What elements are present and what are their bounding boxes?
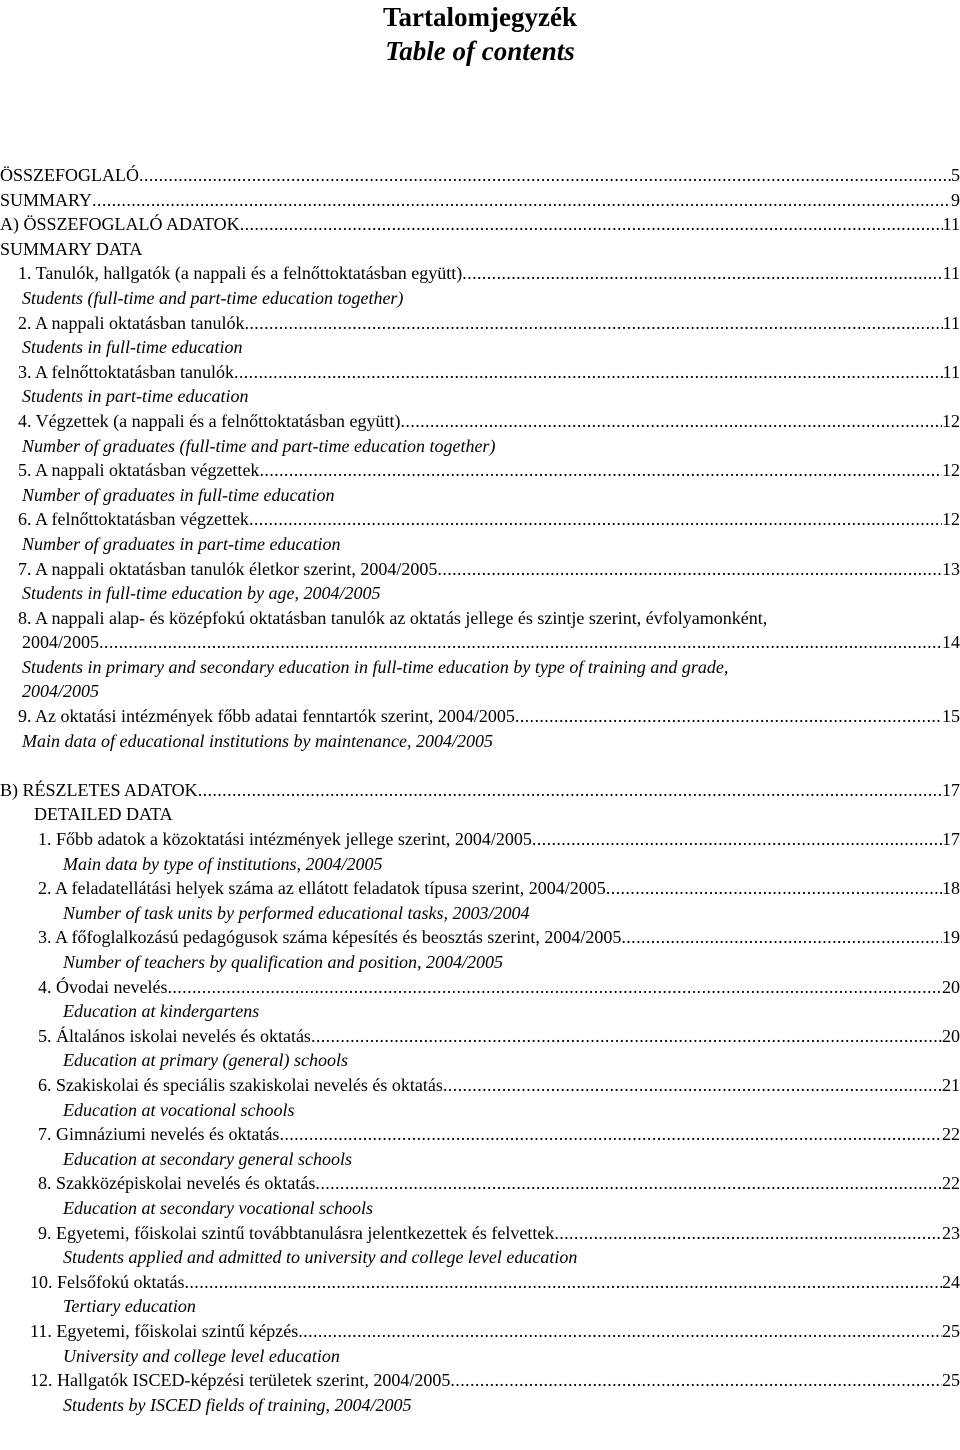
toc-translation-line [0, 1196, 960, 1221]
toc-page-number: 15 [942, 706, 960, 727]
toc-entry-title: 7. Gimnáziumi nevelés és oktatás [38, 1124, 280, 1145]
toc-english-title: Education at kindergartens [63, 1001, 260, 1022]
toc-page-number: 11 [942, 214, 960, 235]
toc-translation-line [0, 852, 960, 877]
title-block [0, 0, 960, 68]
toc-text-line [0, 802, 960, 827]
toc-translation-line [0, 999, 960, 1024]
toc-text-line [0, 606, 960, 631]
toc-english-title: Number of graduates (full-time and part-time education together) [22, 435, 496, 456]
toc-entry[interactable] [0, 1319, 960, 1344]
dot-leader [185, 1270, 943, 1295]
toc-entry-title: 3. A főfoglalkozású pedagógusok száma képesítés és beosztás szerint, 2004/2005 [38, 927, 622, 948]
toc-page-number: 18 [942, 878, 960, 899]
toc-entry-title: 2. A feladatellátási helyek száma az ellátott feladatok típusa szerint, 2004/2005 [38, 878, 606, 899]
dot-leader [234, 360, 943, 385]
dot-leader [298, 1319, 942, 1344]
toc-entry[interactable] [0, 1368, 960, 1393]
toc-translation-line [0, 950, 960, 975]
dot-leader [279, 1122, 942, 1147]
toc-page-number: 12 [942, 460, 960, 481]
toc-entry[interactable] [0, 409, 960, 434]
dot-leader [462, 261, 942, 286]
dot-leader [621, 925, 942, 950]
toc-page-number: 25 [942, 1370, 960, 1391]
toc-page-number: 11 [942, 312, 960, 333]
dot-leader [515, 704, 942, 729]
toc-entry[interactable] [0, 163, 960, 188]
toc-entry[interactable] [0, 630, 960, 655]
dot-leader [437, 557, 942, 582]
toc-page-number: 23 [942, 1222, 960, 1243]
toc-entry-title: A) ÖSSZEFOGLALÓ ADATOK [0, 214, 240, 235]
toc-entry-title: 4. Óvodai nevelés [38, 976, 168, 997]
toc-translation-line [0, 729, 960, 754]
dot-leader [554, 1221, 942, 1246]
toc-translation-line [0, 532, 960, 557]
toc-entry-title: B) RÉSZLETES ADATOK [0, 779, 198, 800]
toc-entry-title: 2004/2005 [22, 632, 100, 653]
toc-entry[interactable] [0, 1221, 960, 1246]
toc-translation-line [0, 1147, 960, 1172]
toc-page-number: 9 [951, 189, 960, 210]
dot-leader [92, 188, 951, 213]
toc-english-title: 2004/2005 [22, 681, 100, 702]
toc-entry-title: 7. A nappali oktatásban tanulók életkor szerint, 2004/2005 [18, 558, 438, 579]
toc-entry-title: SUMMARY [0, 189, 93, 210]
toc-english-title: Students by ISCED fields of training, 2004/2005 [63, 1394, 412, 1415]
toc-translation-line [0, 901, 960, 926]
toc-entry[interactable] [0, 1073, 960, 1098]
toc-entry[interactable] [0, 212, 960, 237]
toc-page-number: 22 [942, 1173, 960, 1194]
toc-translation-line [0, 1393, 960, 1418]
dot-leader [240, 212, 943, 237]
toc-page-number: 20 [942, 976, 960, 997]
dot-leader [315, 1171, 942, 1196]
dot-leader [198, 778, 942, 803]
toc-entry-title: 3. A felnőttoktatásban tanulók [18, 361, 234, 382]
toc-english-title: Tertiary education [63, 1296, 196, 1317]
toc-english-title: Education at vocational schools [63, 1099, 295, 1120]
toc-heading-text: 8. A nappali alap- és középfokú oktatásban tanulók az oktatás jellege és szintje szerint, évfolyamonként, [18, 607, 768, 628]
toc-page-number: 11 [942, 361, 960, 382]
toc-english-title: Education at primary (general) schools [63, 1050, 348, 1071]
toc-entry[interactable] [0, 827, 960, 852]
toc-entry-title: 1. Tanulók, hallgatók (a nappali és a felnőttoktatásban együtt) [18, 263, 463, 284]
dot-leader [450, 1368, 942, 1393]
toc-entry-title: 10. Felsőfokú oktatás [30, 1271, 185, 1292]
toc-heading-text: SUMMARY DATA [0, 238, 143, 259]
dot-leader [311, 1024, 942, 1049]
dot-leader [249, 507, 942, 532]
dot-leader [99, 630, 942, 655]
toc-list [0, 163, 960, 1417]
toc-entry[interactable] [0, 188, 960, 213]
toc-entry-title: 11. Egyetemi, főiskolai szintű képzés [30, 1320, 299, 1341]
toc-entry[interactable] [0, 1171, 960, 1196]
toc-english-title: Education at secondary vocational schools [63, 1197, 373, 1218]
toc-english-title: Main data by type of institutions, 2004/2005 [63, 853, 383, 874]
toc-page-number: 21 [942, 1074, 960, 1095]
toc-translation-line [0, 1048, 960, 1073]
toc-entry[interactable] [0, 360, 960, 385]
dot-leader [139, 163, 951, 188]
toc-page-number: 25 [942, 1320, 960, 1341]
toc-entry[interactable] [0, 1122, 960, 1147]
toc-page-number: 11 [942, 263, 960, 284]
toc-page-number: 14 [942, 632, 960, 653]
toc-translation-line [0, 1294, 960, 1319]
dot-leader [532, 827, 942, 852]
toc-translation-line [0, 581, 960, 606]
toc-entry[interactable] [0, 925, 960, 950]
toc-entry-title: 9. Az oktatási intézmények főbb adatai fenntartók szerint, 2004/2005 [18, 706, 515, 727]
toc-translation-line [0, 286, 960, 311]
toc-page-number: 20 [942, 1025, 960, 1046]
toc-english-title: Education at secondary general schools [63, 1148, 352, 1169]
toc-entry[interactable] [0, 261, 960, 286]
toc-english-title: Number of graduates in part-time education [22, 533, 341, 554]
section-gap [0, 753, 960, 778]
dot-leader [167, 975, 942, 1000]
toc-english-title: Number of graduates in full-time education [22, 484, 335, 505]
toc-entry-title: 5. Általános iskolai nevelés és oktatás [38, 1025, 311, 1046]
toc-page-number: 17 [942, 779, 960, 800]
toc-entry-title: 4. Végzettek (a nappali és a felnőttoktatásban együtt) [18, 410, 401, 431]
toc-english-title: Main data of educational institutions by maintenance, 2004/2005 [22, 730, 493, 751]
toc-translation-line [0, 483, 960, 508]
toc-entry-title: ÖSSZEFOGLALÓ [0, 165, 140, 185]
toc-english-title: Students applied and admitted to university and college level education [63, 1247, 578, 1268]
toc-page-number: 19 [942, 927, 960, 948]
toc-entry[interactable] [0, 458, 960, 483]
toc-entry[interactable] [0, 1270, 960, 1295]
toc-page-number: 12 [942, 410, 960, 431]
toc-entry-title: 5. A nappali oktatásban végzettek [18, 460, 260, 481]
toc-entry[interactable] [0, 507, 960, 532]
dot-leader [443, 1073, 942, 1098]
toc-entry[interactable] [0, 778, 960, 803]
toc-entry[interactable] [0, 876, 960, 901]
dot-leader [606, 876, 942, 901]
toc-entry-title: 6. Szakiskolai és speciális szakiskolai nevelés és oktatás [38, 1074, 443, 1095]
toc-entry-title: 6. A felnőttoktatásban végzettek [18, 509, 249, 530]
toc-entry-title: 2. A nappali oktatásban tanulók [18, 312, 245, 333]
toc-translation-line [0, 679, 960, 704]
toc-heading-text: DETAILED DATA [34, 804, 173, 825]
toc-page-number: 17 [942, 829, 960, 850]
dot-leader [244, 311, 942, 336]
toc-english-title: Number of teachers by qualification and position, 2004/2005 [63, 952, 503, 972]
toc-page-number: 24 [942, 1271, 960, 1292]
toc-page-number: 22 [942, 1124, 960, 1145]
toc-entry[interactable] [0, 704, 960, 729]
toc-translation-line [0, 1344, 960, 1369]
toc-text-line [0, 237, 960, 262]
toc-english-title: Students in primary and secondary education in full-time education by type of training and grade, [22, 656, 729, 677]
toc-english-title: Students (full-time and part-time education together) [22, 287, 404, 308]
toc-entry[interactable] [0, 311, 960, 336]
page-title: Tartalomjegyzék [383, 2, 577, 32]
toc-entry-title: 9. Egyetemi, főiskolai szintű továbbtanulásra jelentkezettek és felvettek [38, 1222, 555, 1243]
toc-english-title: Students in full-time education [22, 337, 243, 358]
toc-page-number: 5 [951, 165, 960, 185]
toc-entry[interactable] [0, 1024, 960, 1049]
toc-entry-title: 1. Főbb adatok a közoktatási intézmények jellege szerint, 2004/2005 [38, 829, 532, 850]
toc-translation-line [0, 655, 960, 680]
toc-entry[interactable] [0, 975, 960, 1000]
toc-translation-line [0, 1245, 960, 1270]
toc-entry-title: 8. Szakközépiskolai nevelés és oktatás [38, 1173, 316, 1194]
dot-leader [401, 409, 942, 434]
toc-english-title: Students in full-time education by age, 2004/2005 [22, 583, 381, 604]
toc-translation-line [0, 1098, 960, 1123]
toc-entry-title: 12. Hallgatók ISCED-képzési területek szerint, 2004/2005 [30, 1370, 451, 1391]
toc-english-title: Number of task units by performed educational tasks, 2003/2004 [63, 902, 530, 923]
toc-translation-line [0, 335, 960, 360]
toc-english-title: University and college level education [63, 1345, 340, 1366]
toc-english-title: Students in part-time education [22, 386, 249, 407]
toc-translation-line [0, 384, 960, 409]
toc-entry[interactable] [0, 557, 960, 582]
dot-leader [259, 458, 942, 483]
toc-page-number: 13 [942, 558, 960, 579]
toc-translation-line [0, 434, 960, 459]
page-subtitle: Table of contents [385, 36, 575, 66]
toc-page-number: 12 [942, 509, 960, 530]
